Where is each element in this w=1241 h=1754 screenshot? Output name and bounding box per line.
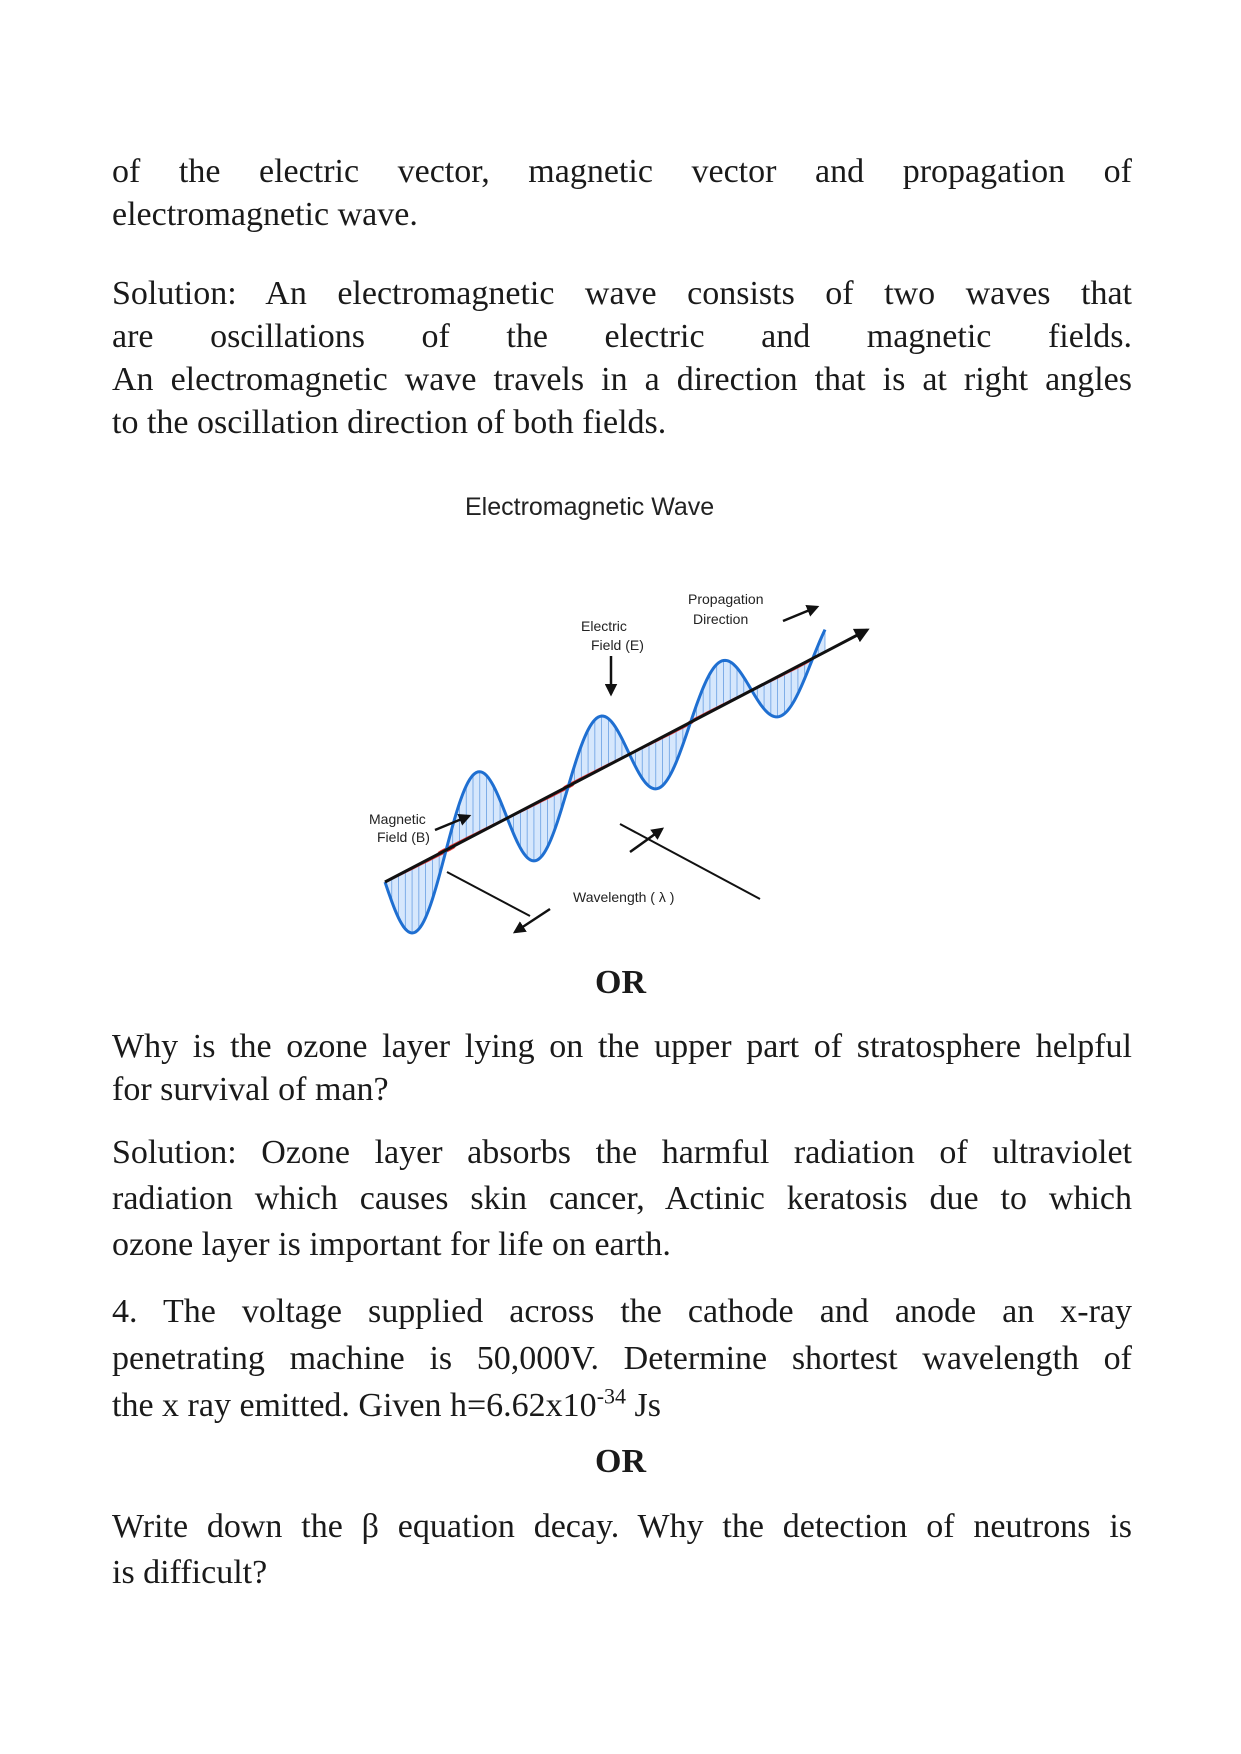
wavelength-guide-line-1 — [447, 872, 530, 916]
wave-drawing — [385, 630, 825, 933]
or-divider-2: OR — [595, 1443, 646, 1480]
electric-field-label-line-1: Electric — [581, 618, 627, 634]
solution-em-line-4: to the oscillation direction of both fields. — [112, 404, 667, 441]
solution-em-line-3: An electromagnetic wave travels in a direction that is at right angles — [112, 361, 1132, 398]
solution-em-line-1: Solution: An electromagnetic wave consists of two waves that — [112, 275, 1132, 312]
solution-ozone-line-1: Solution: Ozone layer absorbs the harmful radiation of ultraviolet — [112, 1134, 1132, 1171]
electric-wave-curve — [385, 630, 825, 933]
question-beta — [112, 1504, 1132, 1596]
question-beta-line-1: Write down the β equation decay. Why the detection of neutrons is — [112, 1508, 1132, 1545]
question-4-unit: Js — [626, 1387, 661, 1424]
solution-ozone-line-3: ozone layer is important for life on earth. — [112, 1226, 671, 1263]
intro-line-1: of the electric vector, magnetic vector and propagation of — [112, 153, 1132, 190]
solution-ozone-line-2: radiation which causes skin cancer, Actinic keratosis due to which — [112, 1180, 1132, 1217]
question-4-line-1: 4. The voltage supplied across the cathode and anode an x-ray — [112, 1293, 1132, 1330]
propagation-arrow-icon — [783, 607, 817, 621]
question-ozone-line-1: Why is the ozone layer lying on the upper part of stratosphere helpful — [112, 1028, 1132, 1065]
solution-ozone — [112, 1130, 1132, 1268]
question-4-line-3 — [112, 1382, 1132, 1429]
wavelength-arrow-icon-2 — [515, 909, 550, 932]
question-4-line-2: penetrating machine is 50,000V. Determine shortest wavelength of — [112, 1340, 1132, 1377]
question-4-exponent: -34 — [596, 1383, 627, 1409]
figure-title: Electromagnetic Wave — [465, 493, 715, 521]
intro-line-2: electromagnetic wave. — [112, 196, 418, 233]
question-4-line-3-text: the x ray emitted. Given h=6.62x10 — [112, 1387, 597, 1424]
intro-paragraph — [112, 150, 1132, 236]
question-ozone — [112, 1025, 1132, 1111]
question-4 — [112, 1288, 1132, 1429]
magnetic-field-label-line-2: Field (B) — [377, 829, 430, 845]
propagation-axis — [385, 630, 867, 882]
electric-field-label-line-2: Field (E) — [591, 637, 644, 653]
propagation-label-line-1: Propagation — [688, 591, 764, 607]
electric-wave-fill — [385, 630, 825, 933]
question-beta-line-2: is difficult? — [112, 1554, 268, 1591]
question-ozone-line-2: for survival of man? — [112, 1071, 389, 1108]
wavelength-guide-line-2 — [620, 824, 760, 899]
wavelength-label: Wavelength ( λ ) — [573, 889, 675, 905]
magnetic-field-label-line-1: Magnetic — [369, 811, 426, 827]
or-divider-1: OR — [595, 964, 646, 1001]
solution-em-wave — [112, 272, 1132, 444]
em-wave-figure — [355, 484, 885, 946]
solution-em-line-2: are oscillations of the electric and magnetic fields. — [112, 318, 1132, 355]
propagation-label-line-2: Direction — [693, 611, 749, 627]
